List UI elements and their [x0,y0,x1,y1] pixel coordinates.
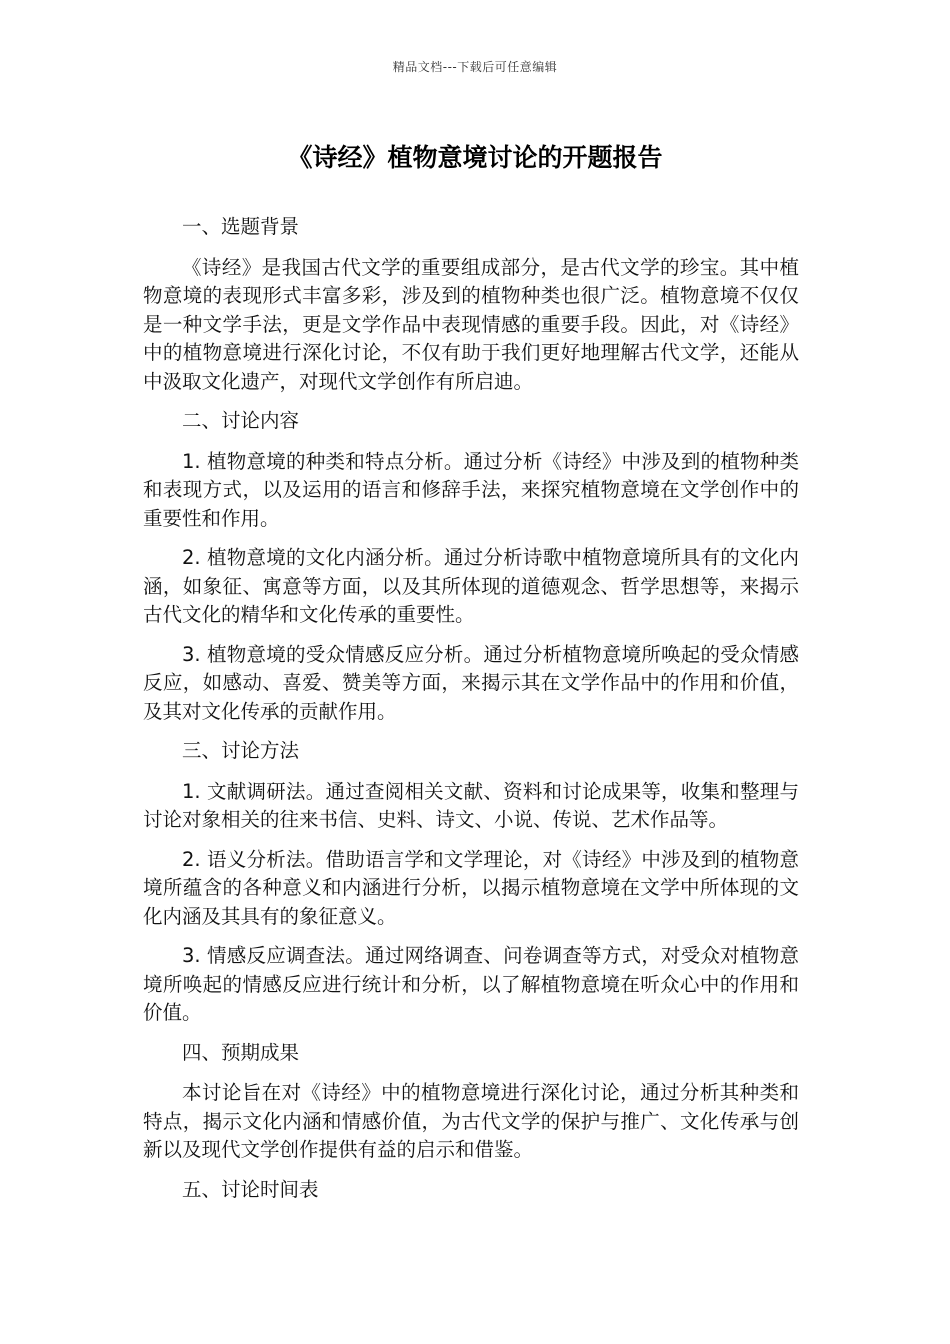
paragraph: 本讨论旨在对《诗经》中的植物意境进行深化讨论，通过分析其种类和特点，揭示文化内涵和情感价值，为古代文学的保护与推广、文化传承与创新以及现代文学创作提供有益的启示和借鉴。 [143,1081,799,1161]
paragraph: 3. 情感反应调查法。通过网络调查、问卷调查等方式，对受众对植物意境所唤起的情感反应进行统计和分析，以了解植物意境在听众心中的作用和价值。 [143,944,799,1024]
paragraph: 2. 语义分析法。借助语言学和文学理论，对《诗经》中涉及到的植物意境所蕴含的各种意义和内涵进行分析，以揭示植物意境在文学中所体现的文化内涵及其具有的象征意义。 [143,847,799,928]
section-heading: 五、讨论时间表 [182,1177,319,1201]
section-background [143,213,799,396]
document-title: 《诗经》植物意境讨论的开题报告 [287,143,663,172]
paragraph: 1. 文献调研法。通过查阅相关文献、资料和讨论成果等，收集和整理与讨论对象相关的往来书信、史料、诗文、小说、传说、艺术作品等。 [143,779,799,831]
section-methods [143,737,799,1028]
section-heading: 二、讨论内容 [182,409,300,432]
paragraph: 《诗经》是我国古代文学的重要组成部分，是古代文学的珍宝。其中植物意境的表现形式丰富多彩，涉及到的植物种类也很广泛。植物意境不仅仅是一种文学手法，更是文学作品中表现情感的重要手段。因此，对《诗经》中的植物意境进行深化讨论，不仅有助于我们更好地理解古代文学，还能从中汲取文化遗产，对现代文学创作有所启迪。 [143,255,799,393]
section-heading: 三、讨论方法 [182,739,300,762]
paragraph: 1. 植物意境的种类和特点分析。通过分析《诗经》中涉及到的植物种类和表现方式，以及运用的语言和修辞手法，来探究植物意境在文学创作中的重要性和作用。 [143,449,799,530]
document-body [143,213,799,1216]
section-heading: 一、选题背景 [182,215,300,238]
paragraph: 2. 植物意境的文化内涵分析。通过分析诗歌中植物意境所具有的文化内涵，如象征、寓意等方面，以及其所体现的道德观念、哲学思想等，来揭示古代文化的精华和文化传承的重要性。 [143,546,799,626]
header-note: 精品文档---下载后可任意编辑 [392,60,558,74]
section-heading: 四、预期成果 [182,1040,300,1064]
paragraph: 3. 植物意境的受众情感反应分析。通过分析植物意境所唤起的受众情感反应，如感动、喜爱、赞美等方面，来揭示其在文学作品中的作用和价值，及其对文化传承的贡献作用。 [143,642,799,723]
section-content [143,407,799,726]
section-expected-results [143,1039,799,1165]
section-timeline [143,1176,799,1205]
